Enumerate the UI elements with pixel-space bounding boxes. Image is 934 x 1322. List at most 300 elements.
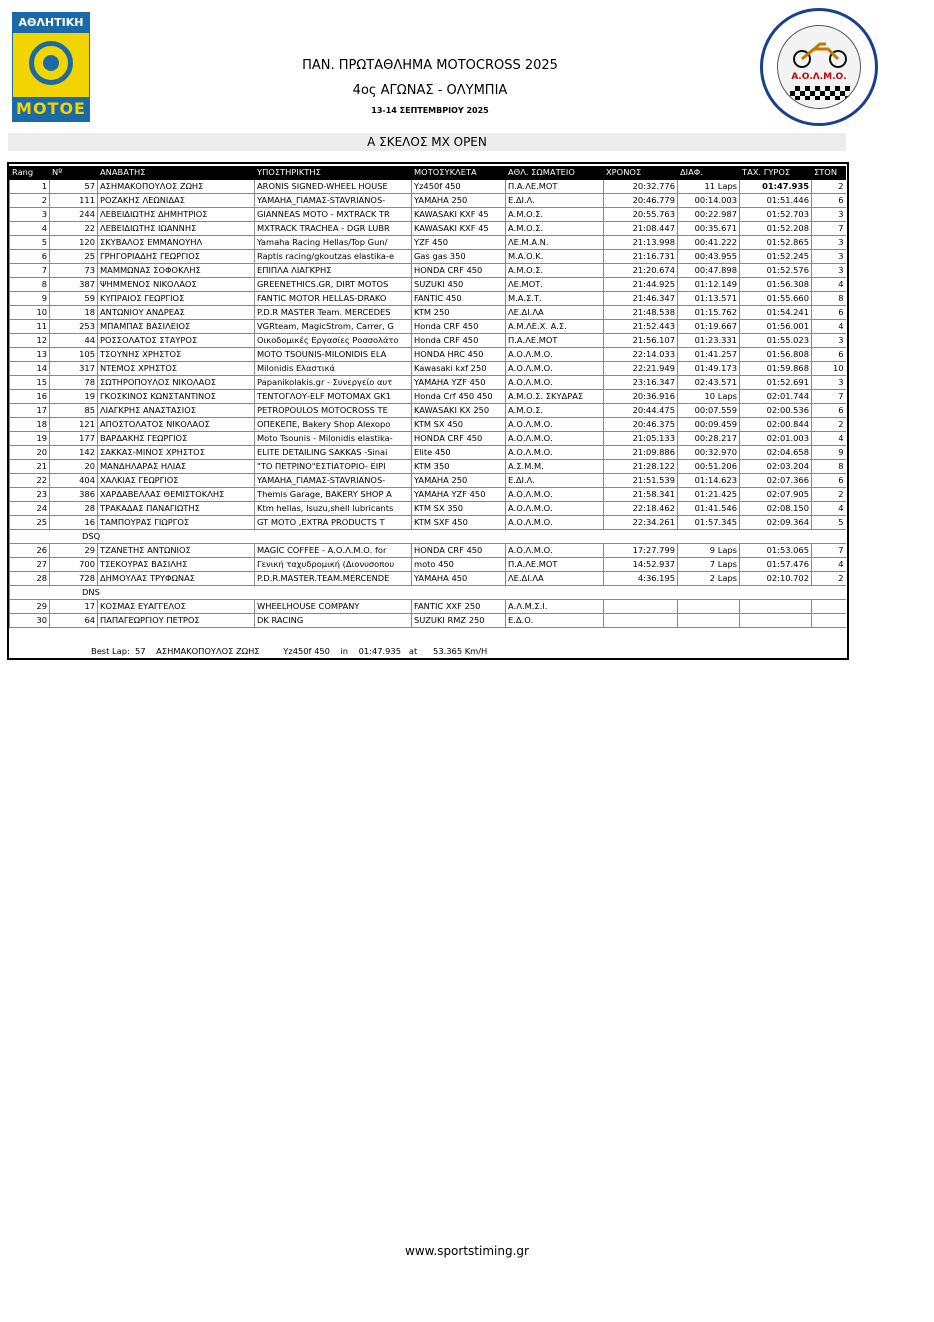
club-cell: Α.Μ.Ο.Σ. xyxy=(506,208,604,222)
sponsor-cell: MAGIC COFFEE - Α.Ο.Λ.Μ.Ο. for xyxy=(255,544,412,558)
best-lap-cell: 02:09.364 xyxy=(740,516,812,530)
best-lap-cell xyxy=(740,600,812,614)
column-header: ΧΡΟΝΟΣ xyxy=(604,166,678,180)
sponsor-cell: GT MOTO ,EXTRA PRODUCTS T xyxy=(255,516,412,530)
best-lap-on-cell: 3 xyxy=(812,208,846,222)
rider-cell: ΤΑΜΠΟΥΡΑΣ ΓΙΩΡΓΟΣ xyxy=(98,516,255,530)
club-cell: Α.Ο.Λ.Μ.Ο. xyxy=(506,488,604,502)
rider-cell: ΜΑΝΔΗΛΑΡΑΣ ΗΛΙΑΣ xyxy=(98,460,255,474)
best-lap-cell: 01:54.241 xyxy=(740,306,812,320)
best-lap-cell: 02:10.702 xyxy=(740,572,812,586)
time-cell: 21:16.731 xyxy=(604,250,678,264)
table-row xyxy=(10,320,846,334)
federation-logo xyxy=(12,12,90,122)
rank-cell: 27 xyxy=(10,558,50,572)
gap-cell: 10 Laps xyxy=(678,390,740,404)
rank-cell: 14 xyxy=(10,362,50,376)
motorcycle-cell: HONDA CRF 450 xyxy=(412,432,506,446)
time-cell: 20:36.916 xyxy=(604,390,678,404)
gap-cell: 00:32.970 xyxy=(678,446,740,460)
sponsor-cell: MOTO TSOUNIS-MILONIDIS ELA xyxy=(255,348,412,362)
gap-cell: 11 Laps xyxy=(678,180,740,194)
rider-cell: ΣΩΤΗΡΟΠΟΥΛΟΣ ΝΙΚΟΛΑΟΣ xyxy=(98,376,255,390)
club-cell: Α.Ο.Λ.Μ.Ο. xyxy=(506,544,604,558)
status-group-label: DSQ xyxy=(10,530,846,544)
best-lap-on-cell: 3 xyxy=(812,250,846,264)
gap-cell: 01:19.667 xyxy=(678,320,740,334)
number-cell: 120 xyxy=(50,236,98,250)
rank-cell: 30 xyxy=(10,614,50,628)
table-row xyxy=(10,432,846,446)
number-cell: 22 xyxy=(50,222,98,236)
best-lap-on-cell: 7 xyxy=(812,222,846,236)
rider-cell: ΑΣΗΜΑΚΟΠΟΥΛΟΣ ΖΩΗΣ xyxy=(98,180,255,194)
motorcycle-cell: YAMAHA YZF 450 xyxy=(412,376,506,390)
motorcycle-cell: SUZUKI 450 xyxy=(412,278,506,292)
best-lap-cell: 01:59.868 xyxy=(740,362,812,376)
best-lap-on-cell: 4 xyxy=(812,432,846,446)
sponsor-cell: GREENETHICS.GR, DIRT MOTOS xyxy=(255,278,412,292)
time-cell: 20:32.776 xyxy=(604,180,678,194)
rank-cell: 22 xyxy=(10,474,50,488)
best-lap-cell: 01:52.865 xyxy=(740,236,812,250)
club-cell: Α.Ο.Λ.Μ.Ο. xyxy=(506,516,604,530)
best-lap-cell: 02:01.744 xyxy=(740,390,812,404)
gap-cell: 01:49.173 xyxy=(678,362,740,376)
club-cell: Π.Α.ΛΕ.ΜΟΤ xyxy=(506,180,604,194)
time-cell: 20:46.779 xyxy=(604,194,678,208)
gap-cell: 7 Laps xyxy=(678,558,740,572)
rider-cell: ΑΝΤΩΝΙΟΥ ΑΝΔΡΕΑΣ xyxy=(98,306,255,320)
gap-cell: 01:57.345 xyxy=(678,516,740,530)
rider-cell: ΑΠΟΣΤΟΛΑΤΟΣ ΝΙΚΟΛΑΟΣ xyxy=(98,418,255,432)
rider-cell: ΝΤΕΜΟΣ ΧΡΗΣΤΟΣ xyxy=(98,362,255,376)
motorcycle-cell: KTM 250 xyxy=(412,306,506,320)
motorcycle-cell: KAWASAKI KXF 45 xyxy=(412,208,506,222)
rank-cell: 12 xyxy=(10,334,50,348)
sponsor-cell: ARONIS SIGNED-WHEEL HOUSE xyxy=(255,180,412,194)
time-cell: 17:27.799 xyxy=(604,544,678,558)
time-cell: 21:05.133 xyxy=(604,432,678,446)
time-cell: 21:28.122 xyxy=(604,460,678,474)
number-cell: 386 xyxy=(50,488,98,502)
rank-cell: 1 xyxy=(10,180,50,194)
best-lap-on-cell: 6 xyxy=(812,348,846,362)
sponsor-cell: Οικοδομικές Εργασίες Ροσσολάτο xyxy=(255,334,412,348)
club-logo xyxy=(760,8,878,126)
race-section-title: Α ΣΚΕΛΟΣ MX OPEN xyxy=(8,133,846,151)
best-lap-cell: 02:08.150 xyxy=(740,502,812,516)
table-row xyxy=(10,292,846,306)
rank-cell: 4 xyxy=(10,222,50,236)
table-row xyxy=(10,418,846,432)
motorcycle-cell: YZF 450 xyxy=(412,236,506,250)
best-lap-on-cell: 3 xyxy=(812,264,846,278)
sponsor-cell: P.D.R MASTER Team. MERCEDES xyxy=(255,306,412,320)
column-header: ΑΝΑΒΑΤΗΣ xyxy=(98,166,255,180)
motorcycle-cell: FANTIC XXF 250 xyxy=(412,600,506,614)
column-header: ΑΘΛ. ΣΩΜΑΤΕΙΟ xyxy=(506,166,604,180)
club-cell: Α.Σ.Μ.Μ. xyxy=(506,460,604,474)
status-group-row xyxy=(10,530,846,544)
table-row xyxy=(10,404,846,418)
sponsor-cell: YAMAHA_ΓΙΑΜΑΣ-STAVRIANOS- xyxy=(255,474,412,488)
time-cell: 21:52.443 xyxy=(604,320,678,334)
number-cell: 700 xyxy=(50,558,98,572)
time-cell: 22:18.462 xyxy=(604,502,678,516)
best-lap-on-cell: 8 xyxy=(812,292,846,306)
gap-cell: 01:13.571 xyxy=(678,292,740,306)
best-lap-cell: 02:00.536 xyxy=(740,404,812,418)
rank-cell: 18 xyxy=(10,418,50,432)
number-cell: 29 xyxy=(50,544,98,558)
footer-website: www.sportstiming.gr xyxy=(405,1244,529,1258)
motorcycle-cell: HONDA HRC 450 xyxy=(412,348,506,362)
club-cell: Α.Ο.Λ.Μ.Ο. xyxy=(506,432,604,446)
sponsor-cell: DK RACING xyxy=(255,614,412,628)
motorcycle-cell: FANTIC 450 xyxy=(412,292,506,306)
table-row xyxy=(10,278,846,292)
best-lap-on-cell: 9 xyxy=(812,446,846,460)
club-cell: Α.Ο.Λ.Μ.Ο. xyxy=(506,362,604,376)
time-cell: 21:09.886 xyxy=(604,446,678,460)
rider-cell: ΤΣΕΚΟΥΡΑΣ ΒΑΣΙΛΗΣ xyxy=(98,558,255,572)
rider-cell: ΤΣΟΥΝΗΣ ΧΡΗΣΤΟΣ xyxy=(98,348,255,362)
best-lap-on-cell: 6 xyxy=(812,306,846,320)
number-cell: 64 xyxy=(50,614,98,628)
best-lap-on-cell: 3 xyxy=(812,376,846,390)
number-cell: 387 xyxy=(50,278,98,292)
motorcycle-cell: Honda CRF 450 xyxy=(412,320,506,334)
motorcycle-cell: YAMAHA YZF 450 xyxy=(412,488,506,502)
gap-cell: 00:07.559 xyxy=(678,404,740,418)
club-cell: Ε.ΔΙ.Λ. xyxy=(506,194,604,208)
column-header: Nº xyxy=(50,166,98,180)
table-row xyxy=(10,460,846,474)
best-lap-cell: 01:52.703 xyxy=(740,208,812,222)
number-cell: 244 xyxy=(50,208,98,222)
rider-cell: ΚΥΠΡΑΙΟΣ ΓΕΩΡΓΙΟΣ xyxy=(98,292,255,306)
rank-cell: 3 xyxy=(10,208,50,222)
column-header: Rang xyxy=(10,166,50,180)
number-cell: 121 xyxy=(50,418,98,432)
rank-cell: 8 xyxy=(10,278,50,292)
table-row xyxy=(10,558,846,572)
rider-cell: ΛΕΒΕΙΔΙΩΤΗΣ ΔΗΜΗΤΡΙΟΣ xyxy=(98,208,255,222)
motorcycle-cell: KTM SX 350 xyxy=(412,502,506,516)
number-cell: 28 xyxy=(50,502,98,516)
best-lap-cell: 01:55.660 xyxy=(740,292,812,306)
table-row xyxy=(10,222,846,236)
rank-cell: 16 xyxy=(10,390,50,404)
sponsor-cell: P.D.R.MASTER.TEAM.MERCENDE xyxy=(255,572,412,586)
rank-cell: 15 xyxy=(10,376,50,390)
club-cell: Μ.Α.Σ.Τ. xyxy=(506,292,604,306)
number-cell: 73 xyxy=(50,264,98,278)
number-cell: 18 xyxy=(50,306,98,320)
table-row xyxy=(10,390,846,404)
rider-cell: ΨΗΜΜΕΝΟΣ ΝΙΚΟΛΑΟΣ xyxy=(98,278,255,292)
table-row xyxy=(10,362,846,376)
rider-cell: ΓΡΗΓΟΡΙΑΔΗΣ ΓΕΩΡΓΙΟΣ xyxy=(98,250,255,264)
time-cell: 21:58.341 xyxy=(604,488,678,502)
time-cell: 21:08.447 xyxy=(604,222,678,236)
sponsor-cell: FANTIC MOTOR HELLAS-DRAKO xyxy=(255,292,412,306)
best-lap-on-cell: 3 xyxy=(812,236,846,250)
best-lap-on-cell: 6 xyxy=(812,404,846,418)
checkered-flag-icon xyxy=(790,86,850,100)
table-row xyxy=(10,544,846,558)
rider-cell: ΜΠΑΜΠΑΣ ΒΑΣΙΛΕΙΟΣ xyxy=(98,320,255,334)
number-cell: 105 xyxy=(50,348,98,362)
club-cell: Ε.Δ.Ο. xyxy=(506,614,604,628)
gap-cell: 9 Laps xyxy=(678,544,740,558)
number-cell: 16 xyxy=(50,516,98,530)
federation-emblem-icon xyxy=(29,41,73,85)
best-lap-on-cell: 3 xyxy=(812,334,846,348)
gap-cell: 00:28.217 xyxy=(678,432,740,446)
motorcycle-cell: YAMAHA 450 xyxy=(412,572,506,586)
rank-cell: 17 xyxy=(10,404,50,418)
gap-cell: 00:41.222 xyxy=(678,236,740,250)
table-row xyxy=(10,376,846,390)
time-cell xyxy=(604,600,678,614)
club-acronym: Α.Ο.Λ.Μ.Ο. xyxy=(791,72,847,82)
table-row xyxy=(10,194,846,208)
best-lap-on-cell: 6 xyxy=(812,474,846,488)
motorcycle-cell: YAMAHA 250 xyxy=(412,474,506,488)
best-lap-cell: 02:07.905 xyxy=(740,488,812,502)
club-cell: Α.Ο.Λ.Μ.Ο. xyxy=(506,418,604,432)
rank-cell: 23 xyxy=(10,488,50,502)
rank-cell: 7 xyxy=(10,264,50,278)
number-cell: 59 xyxy=(50,292,98,306)
club-cell: Α.Ο.Λ.Μ.Ο. xyxy=(506,348,604,362)
sponsor-cell: GIANNEAS MOTO - MXTRACK TR xyxy=(255,208,412,222)
table-row xyxy=(10,516,846,530)
rank-cell: 2 xyxy=(10,194,50,208)
best-lap-on-cell: 2 xyxy=(812,572,846,586)
time-cell: 21:56.107 xyxy=(604,334,678,348)
status-group-label: DNS xyxy=(10,586,846,600)
number-cell: 19 xyxy=(50,390,98,404)
best-lap-cell: 01:56.808 xyxy=(740,348,812,362)
sponsor-cell: Raptis racing/gkoutzas elastika-e xyxy=(255,250,412,264)
best-lap-on-cell: 8 xyxy=(812,460,846,474)
best-lap-on-cell: 5 xyxy=(812,516,846,530)
number-cell: 728 xyxy=(50,572,98,586)
motorcycle-icon xyxy=(792,40,848,68)
table-row xyxy=(10,502,846,516)
club-cell: Α.Ο.Λ.Μ.Ο. xyxy=(506,446,604,460)
best-lap-cell: 02:01.003 xyxy=(740,432,812,446)
best-lap-cell: 01:57.476 xyxy=(740,558,812,572)
rank-cell: 24 xyxy=(10,502,50,516)
rank-cell: 26 xyxy=(10,544,50,558)
time-cell: 22:34.261 xyxy=(604,516,678,530)
rider-cell: ΤΡΑΚΑΔΑΣ ΠΑΝΑΓΙΩΤΗΣ xyxy=(98,502,255,516)
table-row xyxy=(10,306,846,320)
rider-cell: ΓΚΟΣΚΙΝΟΣ ΚΩΝΣΤΑΝΤΙΝΟΣ xyxy=(98,390,255,404)
number-cell: 25 xyxy=(50,250,98,264)
sponsor-cell: ELITE DETAILING SAKKAS -Sinai xyxy=(255,446,412,460)
motorcycle-cell: KAWASAKI KX 250 xyxy=(412,404,506,418)
sponsor-cell: MXTRACK TRACHEA - DGR LUBR xyxy=(255,222,412,236)
federation-logo-bottom-text: ΜΟΤΟΕ xyxy=(13,97,89,121)
best-lap-on-cell: 10 xyxy=(812,362,846,376)
motorcycle-cell: Yz450f 450 xyxy=(412,180,506,194)
best-lap-on-cell xyxy=(812,614,846,628)
motorcycle-cell: KTM SX 450 xyxy=(412,418,506,432)
motorcycle-cell: Honda CRF 450 xyxy=(412,334,506,348)
best-lap-cell: 01:52.245 xyxy=(740,250,812,264)
rider-cell: ΚΟΣΜΑΣ ΕΥΑΓΓΕΛΟΣ xyxy=(98,600,255,614)
rider-cell: ΛΕΒΕΙΔΙΩΤΗΣ ΙΩΑΝΝΗΣ xyxy=(98,222,255,236)
motorcycle-cell: SUZUKI RMZ 250 xyxy=(412,614,506,628)
rider-cell: ΣΚΥΒΑΛΟΣ ΕΜΜΑΝΟΥΗΛ xyxy=(98,236,255,250)
gap-cell: 00:43.955 xyxy=(678,250,740,264)
best-lap-cell: 02:03.204 xyxy=(740,460,812,474)
best-lap-cell: 01:56.001 xyxy=(740,320,812,334)
rider-cell: ΠΑΠΑΓΕΩΡΓΙΟΥ ΠΕΤΡΟΣ xyxy=(98,614,255,628)
table-row xyxy=(10,488,846,502)
sponsor-cell: Moto Tsounis - Milonidis elastika- xyxy=(255,432,412,446)
time-cell: 21:20.674 xyxy=(604,264,678,278)
number-cell: 404 xyxy=(50,474,98,488)
club-cell: Α.Μ.Ο.Σ. xyxy=(506,222,604,236)
table-row xyxy=(10,180,846,194)
best-lap-cell: 01:56.308 xyxy=(740,278,812,292)
number-cell: 111 xyxy=(50,194,98,208)
sponsor-cell: Ktm hellas, Isuzu,shell lubricants xyxy=(255,502,412,516)
best-lap-summary: Best Lap: 57 ΑΣΗΜΑΚΟΠΟΥΛΟΣ ΖΩΗΣ Yz450f 450 in 01:47.935 at 53.365 Km/H xyxy=(91,646,488,656)
number-cell: 17 xyxy=(50,600,98,614)
number-cell: 57 xyxy=(50,180,98,194)
rider-cell: ΛΙΑΓΚΡΗΣ ΑΝΑΣΤΑΣΙΟΣ xyxy=(98,404,255,418)
rider-cell: ΜΑΜΜΩΝΑΣ ΣΟΦΟΚΛΗΣ xyxy=(98,264,255,278)
table-row xyxy=(10,264,846,278)
sponsor-cell: Yamaha Racing Hellas/Top Gun/ xyxy=(255,236,412,250)
motorcycle-cell: KTM SXF 450 xyxy=(412,516,506,530)
best-lap-cell: 01:55.023 xyxy=(740,334,812,348)
table-row xyxy=(10,600,846,614)
gap-cell: 00:47.898 xyxy=(678,264,740,278)
number-cell: 20 xyxy=(50,460,98,474)
results-table xyxy=(9,166,846,628)
motorcycle-cell: moto 450 xyxy=(412,558,506,572)
sponsor-cell: WHEELHOUSE COMPANY xyxy=(255,600,412,614)
club-cell: ΛΕ.Μ.Α.Ν. xyxy=(506,236,604,250)
best-lap-cell xyxy=(740,614,812,628)
club-cell: Μ.Α.Ο.Κ. xyxy=(506,250,604,264)
table-row xyxy=(10,614,846,628)
gap-cell xyxy=(678,614,740,628)
number-cell: 44 xyxy=(50,334,98,348)
best-lap-on-cell: 4 xyxy=(812,278,846,292)
rider-cell: ΧΑΡΔΑΒΕΛΛΑΣ ΘΕΜΙΣΤΟΚΛΗΣ xyxy=(98,488,255,502)
sponsor-cell: Milonidis Ελαστικά xyxy=(255,362,412,376)
sponsor-cell: VGRteam, MagicStrom, Carrer, G xyxy=(255,320,412,334)
motorcycle-cell: Kawasaki kxf 250 xyxy=(412,362,506,376)
time-cell: 14:52.937 xyxy=(604,558,678,572)
best-lap-cell: 01:52.691 xyxy=(740,376,812,390)
table-row xyxy=(10,250,846,264)
event-date: 13-14 ΣΕΠΤΕΜΒΡΙΟΥ 2025 xyxy=(371,106,489,115)
rider-cell: ΧΑΛΚΙΑΣ ΓΕΩΡΓΙΟΣ xyxy=(98,474,255,488)
time-cell xyxy=(604,614,678,628)
championship-title: ΠΑΝ. ΠΡΩΤΑΘΛΗΜΑ MOTOCROSS 2025 xyxy=(302,58,558,73)
rank-cell: 19 xyxy=(10,432,50,446)
best-lap-cell: 01:53.065 xyxy=(740,544,812,558)
best-lap-cell: 02:00.844 xyxy=(740,418,812,432)
table-row xyxy=(10,348,846,362)
best-lap-on-cell: 2 xyxy=(812,180,846,194)
gap-cell: 01:41.257 xyxy=(678,348,740,362)
time-cell: 23:16.347 xyxy=(604,376,678,390)
motorcycle-cell: KTM 350 xyxy=(412,460,506,474)
gap-cell: 01:15.762 xyxy=(678,306,740,320)
club-cell: ΛΕ.ΜΟΤ. xyxy=(506,278,604,292)
table-row xyxy=(10,474,846,488)
gap-cell: 01:41.546 xyxy=(678,502,740,516)
table-row xyxy=(10,446,846,460)
event-subtitle: 4ος ΑΓΩΝΑΣ - ΟΛΥΜΠΙΑ xyxy=(352,83,508,98)
sponsor-cell: YAMAHA_ΓΙΑΜΑΣ-STAVRIANOS- xyxy=(255,194,412,208)
time-cell: 21:48.538 xyxy=(604,306,678,320)
time-cell: 22:21.949 xyxy=(604,362,678,376)
status-group-row xyxy=(10,586,846,600)
rank-cell: 6 xyxy=(10,250,50,264)
gap-cell: 01:14.623 xyxy=(678,474,740,488)
gap-cell: 00:14.003 xyxy=(678,194,740,208)
gap-cell: 01:21.425 xyxy=(678,488,740,502)
club-cell: ΛΕ.ΔΙ.ΛΑ xyxy=(506,572,604,586)
time-cell: 20:44.475 xyxy=(604,404,678,418)
time-cell: 21:13.998 xyxy=(604,236,678,250)
sponsor-cell: PETROPOULOS MOTOCROSS TE xyxy=(255,404,412,418)
column-header: ΔΙΑΦ. xyxy=(678,166,740,180)
number-cell: 142 xyxy=(50,446,98,460)
column-header: ΜΟΤΟΣΥΚΛΕΤΑ xyxy=(412,166,506,180)
motorcycle-cell: KAWASAKI KXF 45 xyxy=(412,222,506,236)
rider-cell: ΤΖΑΝΕΤΗΣ ΑΝΤΩΝΙΟΣ xyxy=(98,544,255,558)
time-cell: 21:44.925 xyxy=(604,278,678,292)
number-cell: 78 xyxy=(50,376,98,390)
rank-cell: 21 xyxy=(10,460,50,474)
club-cell: Π.Α.ΛΕ.ΜΟΤ xyxy=(506,558,604,572)
gap-cell: 01:12.149 xyxy=(678,278,740,292)
rank-cell: 28 xyxy=(10,572,50,586)
sponsor-cell: Γενική ταχυδρομική (Διονυσοπου xyxy=(255,558,412,572)
motorcycle-cell: Gas gas 350 xyxy=(412,250,506,264)
gap-cell xyxy=(678,600,740,614)
table-row xyxy=(10,572,846,586)
number-cell: 85 xyxy=(50,404,98,418)
sponsor-cell: ΕΠΙΠΛΑ ΛΙΑΓΚΡΗΣ xyxy=(255,264,412,278)
time-cell: 20:46.375 xyxy=(604,418,678,432)
time-cell: 21:46.347 xyxy=(604,292,678,306)
best-lap-cell: 01:52.208 xyxy=(740,222,812,236)
best-lap-on-cell: 2 xyxy=(812,418,846,432)
sponsor-cell: ΟΠΕΚΕΠΕ, Bakery Shop Alexopo xyxy=(255,418,412,432)
best-lap-on-cell xyxy=(812,600,846,614)
time-cell: 21:51.539 xyxy=(604,474,678,488)
rank-cell: 11 xyxy=(10,320,50,334)
best-lap-on-cell: 4 xyxy=(812,320,846,334)
club-logo-inner xyxy=(777,25,861,109)
rider-cell: ΡΟΖΑΚΗΣ ΛΕΩΝΙΔΑΣ xyxy=(98,194,255,208)
club-cell: Α.Ο.Λ.Μ.Ο. xyxy=(506,502,604,516)
